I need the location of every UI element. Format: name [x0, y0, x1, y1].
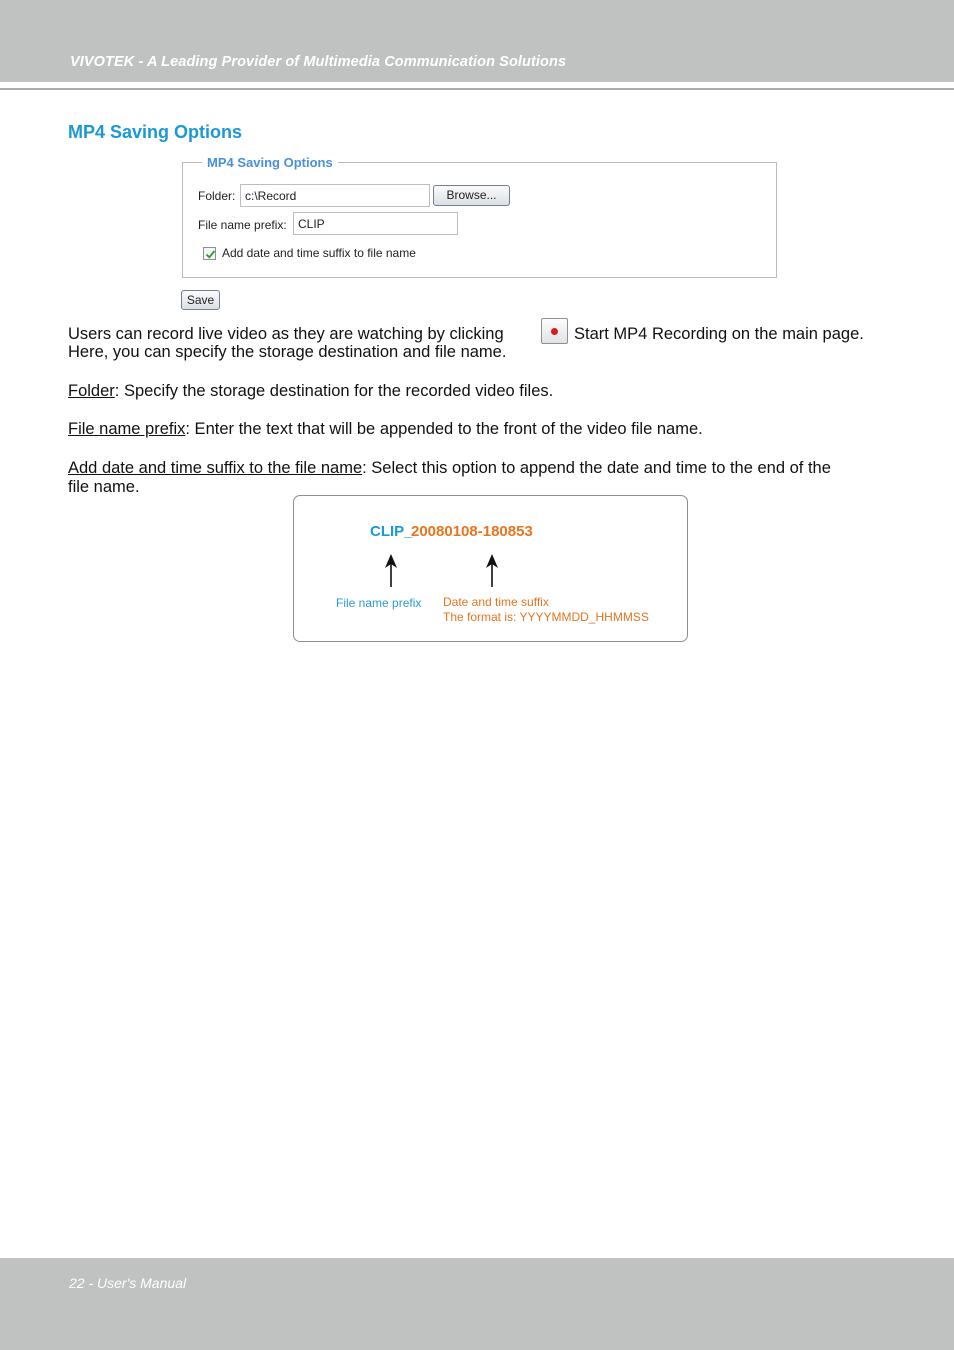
suffix-checkbox[interactable]	[203, 247, 216, 260]
prefix-label: File name prefix:	[198, 218, 287, 232]
section-heading: MP4 Saving Options	[68, 122, 243, 142]
arrow-up-icon	[384, 554, 398, 587]
header-divider	[0, 88, 954, 90]
caption-suffix-format: The format is: YYYYMMDD_HHMMSS	[443, 610, 649, 624]
fieldset-legend: MP4 Saving Options	[202, 155, 338, 170]
prefix-desc: : Enter the text that will be appended to the front of the video file name.	[185, 420, 703, 438]
intro-line2: Here, you can specify the storage destination and file name.	[68, 343, 507, 361]
folder-term: Folder	[68, 382, 115, 400]
footer-band	[0, 1258, 954, 1350]
suffix-checkbox-label: Add date and time suffix to file name	[222, 246, 416, 260]
suffix-description	[68, 459, 831, 478]
folder-desc: : Specify the storage destination for the recorded video files.	[114, 382, 554, 400]
folder-label: Folder:	[198, 189, 236, 203]
record-icon	[541, 318, 568, 344]
intro-line1-before: Users can record live video as they are watching by clicking	[68, 325, 504, 343]
folder-description	[68, 382, 553, 401]
browse-button[interactable]: Browse...	[433, 185, 510, 206]
caption-suffix: Date and time suffix	[443, 595, 549, 609]
folder-input[interactable]	[240, 184, 430, 207]
filename-suffix: 20080108-180853	[411, 523, 533, 540]
caption-prefix: File name prefix	[336, 596, 422, 610]
prefix-description	[68, 420, 703, 439]
page-number: 22 - User's Manual	[69, 1275, 187, 1291]
intro-line1-after: Start MP4 Recording on the main page.	[574, 325, 864, 343]
header-title: VIVOTEK - A Leading Provider of Multimedia Communication Solutions	[70, 54, 567, 70]
suffix-desc: : Select this option to append the date and time to the end of the	[362, 459, 831, 477]
checkmark-icon	[205, 249, 216, 260]
save-button[interactable]: Save	[181, 290, 220, 310]
suffix-description-cont: file name.	[68, 478, 140, 496]
arrow-up-icon	[485, 554, 499, 587]
prefix-term: File name prefix	[68, 420, 186, 438]
filename-prefix: CLIP_	[370, 523, 413, 540]
prefix-input[interactable]	[293, 212, 458, 235]
record-dot	[551, 328, 558, 335]
suffix-term: Add date and time suffix to the file name	[68, 459, 363, 477]
